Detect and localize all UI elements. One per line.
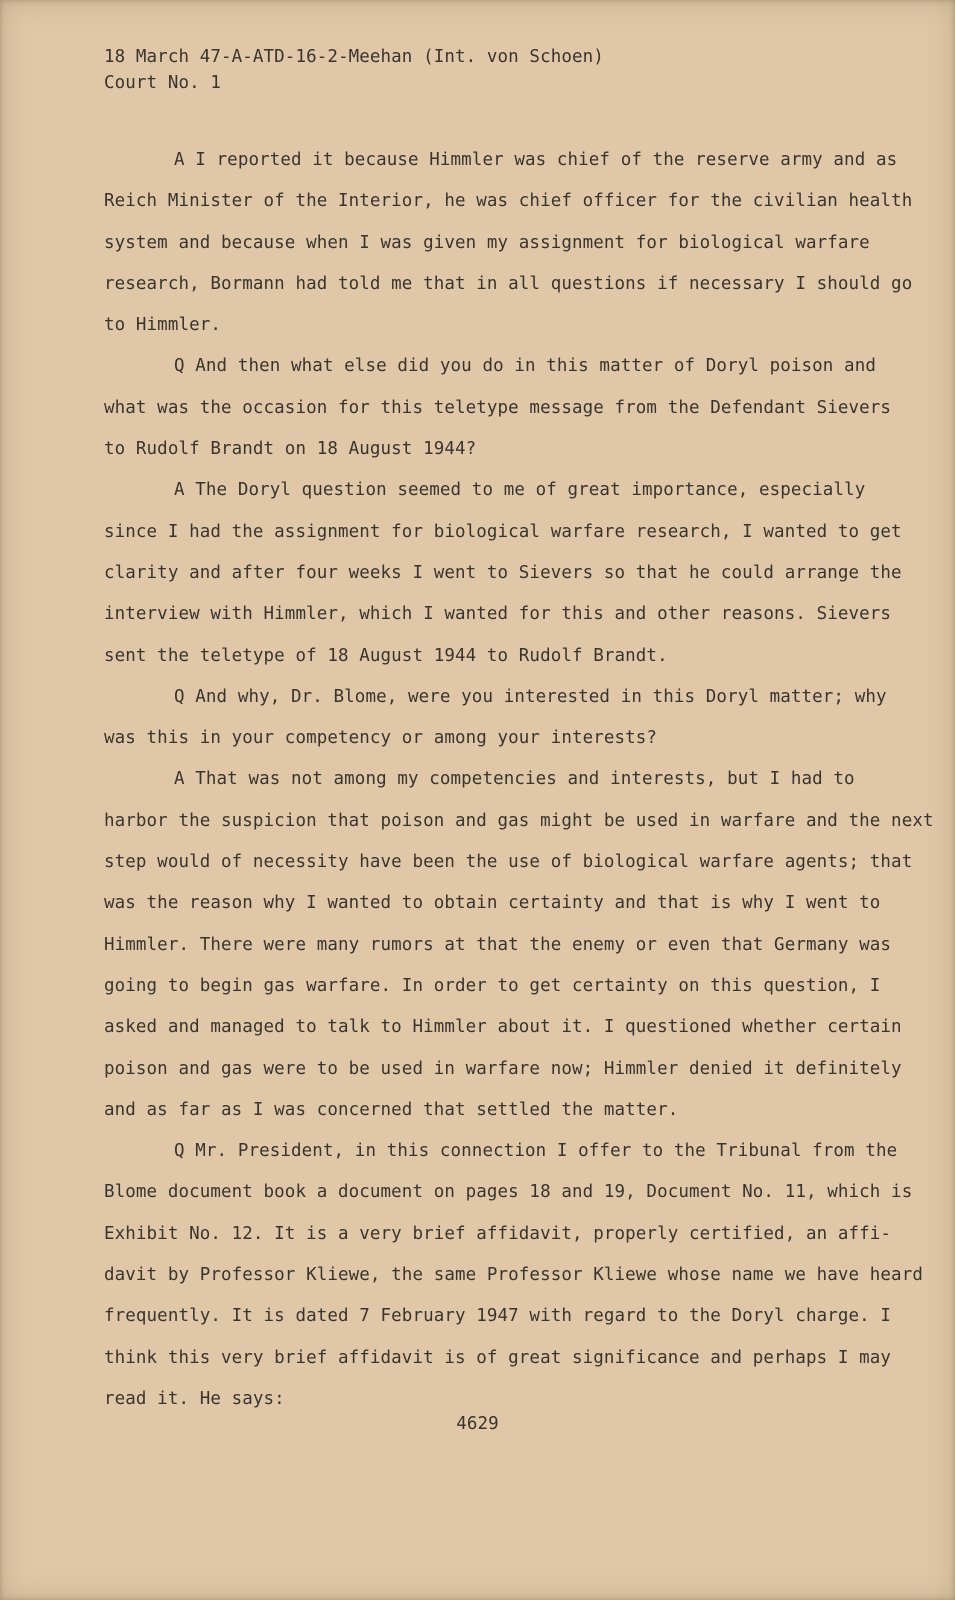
line-text: Exhibit No. 12. It is a very brief affidavit, properly certified, an affi- <box>104 1223 892 1244</box>
document-header <box>104 44 604 96</box>
transcript-line <box>104 140 904 181</box>
transcript-line <box>104 966 904 1007</box>
transcript-line <box>104 801 934 842</box>
line-text: Reich Minister of the Interior, he was chief officer for the civilian health <box>104 191 913 212</box>
line-text: system and because when I was given my assignment for biological warfare <box>104 232 870 253</box>
line-text: think this very brief affidavit is of great significance and perhaps I may <box>104 1347 892 1368</box>
line-text: since I had the assignment for biological warfare research, I wanted to get <box>104 521 902 542</box>
transcript-line <box>104 1296 904 1337</box>
line-text: poison and gas were to be used in warfare now; Himmler denied it definitely <box>104 1058 902 1079</box>
line-text: sent the teletype of 18 August 1944 to Rudolf Brandt. <box>104 645 668 666</box>
transcript-line <box>104 925 904 966</box>
transcript-line <box>104 718 904 759</box>
page-number: 4629 <box>456 1414 499 1434</box>
transcript-line <box>104 223 904 264</box>
line-text: Q Mr. President, in this connection I offer to the Tribunal from the <box>174 1141 898 1162</box>
transcript-line <box>104 1255 923 1296</box>
transcript-line <box>104 883 904 924</box>
transcript-line <box>104 305 904 346</box>
transcript-line <box>104 759 904 800</box>
transcript-line <box>104 1338 904 1379</box>
transcript-line <box>104 553 904 594</box>
line-text: clarity and after four weeks I went to Sievers so that he could arrange the <box>104 562 902 583</box>
line-text: to Rudolf Brandt on 18 August 1944? <box>104 439 477 460</box>
transcript-line <box>104 1214 904 1255</box>
line-text: Q And then what else did you do in this matter of Doryl poison and <box>174 356 876 377</box>
transcript-line <box>104 1049 904 1090</box>
line-text: to Himmler. <box>104 315 221 336</box>
transcript-line <box>104 512 904 553</box>
line-text: what was the occasion for this teletype message from the Defendant Sievers <box>104 397 892 418</box>
transcript-line <box>104 677 904 718</box>
line-text: frequently. It is dated 7 February 1947 with regard to the Doryl charge. I <box>104 1306 892 1327</box>
line-text: going to begin gas warfare. In order to get certainty on this question, I <box>104 975 881 996</box>
line-text: asked and managed to talk to Himmler about it. I questioned whether certain <box>104 1017 902 1038</box>
transcript-line <box>104 429 904 470</box>
line-text: Blome document book a document on pages 18 and 19, Document No. 11, which is <box>104 1182 913 1203</box>
line-text: read it. He says: <box>104 1388 285 1409</box>
transcript-line <box>104 636 904 677</box>
line-text: A That was not among my competencies and interests, but I had to <box>174 769 855 790</box>
line-text: step would of necessity have been the use of biological warfare agents; that <box>104 852 913 873</box>
line-text: and as far as I was concerned that settled the matter. <box>104 1099 679 1120</box>
line-text: davit by Professor Kliewe, the same Professor Kliewe whose name we have heard <box>104 1265 923 1286</box>
transcript-body <box>104 140 934 1420</box>
line-text: was the reason why I wanted to obtain certainty and that is why I went to <box>104 893 881 914</box>
line-text: A The Doryl question seemed to me of great importance, especially <box>174 480 866 501</box>
line-text: Himmler. There were many rumors at that the enemy or even that Germany was <box>104 934 892 955</box>
transcript-line <box>104 346 904 387</box>
line-text: interview with Himmler, which I wanted for this and other reasons. Sievers <box>104 604 892 625</box>
line-text: Q And why, Dr. Blome, were you interested in this Doryl matter; why <box>174 686 887 707</box>
line-text: was this in your competency or among your interests? <box>104 728 658 749</box>
transcript-line <box>104 1172 913 1213</box>
transcript-line <box>104 1007 904 1048</box>
transcript-line <box>104 181 913 222</box>
header-court-line: Court No. 1 <box>104 73 221 93</box>
transcript-line <box>104 388 904 429</box>
transcript-line <box>104 594 904 635</box>
transcript-line <box>104 842 913 883</box>
header-reference-line: 18 March 47-A-ATD-16-2-Meehan (Int. von Schoen) <box>104 47 604 67</box>
transcript-line <box>104 1131 904 1172</box>
transcript-line <box>104 1090 904 1131</box>
line-text: research, Bormann had told me that in all questions if necessary I should go <box>104 273 913 294</box>
line-text: A I reported it because Himmler was chief of the reserve army and as <box>174 150 898 170</box>
line-text: harbor the suspicion that poison and gas might be used in warfare and the next <box>104 810 934 831</box>
transcript-line <box>104 470 904 511</box>
transcript-line <box>104 264 913 305</box>
